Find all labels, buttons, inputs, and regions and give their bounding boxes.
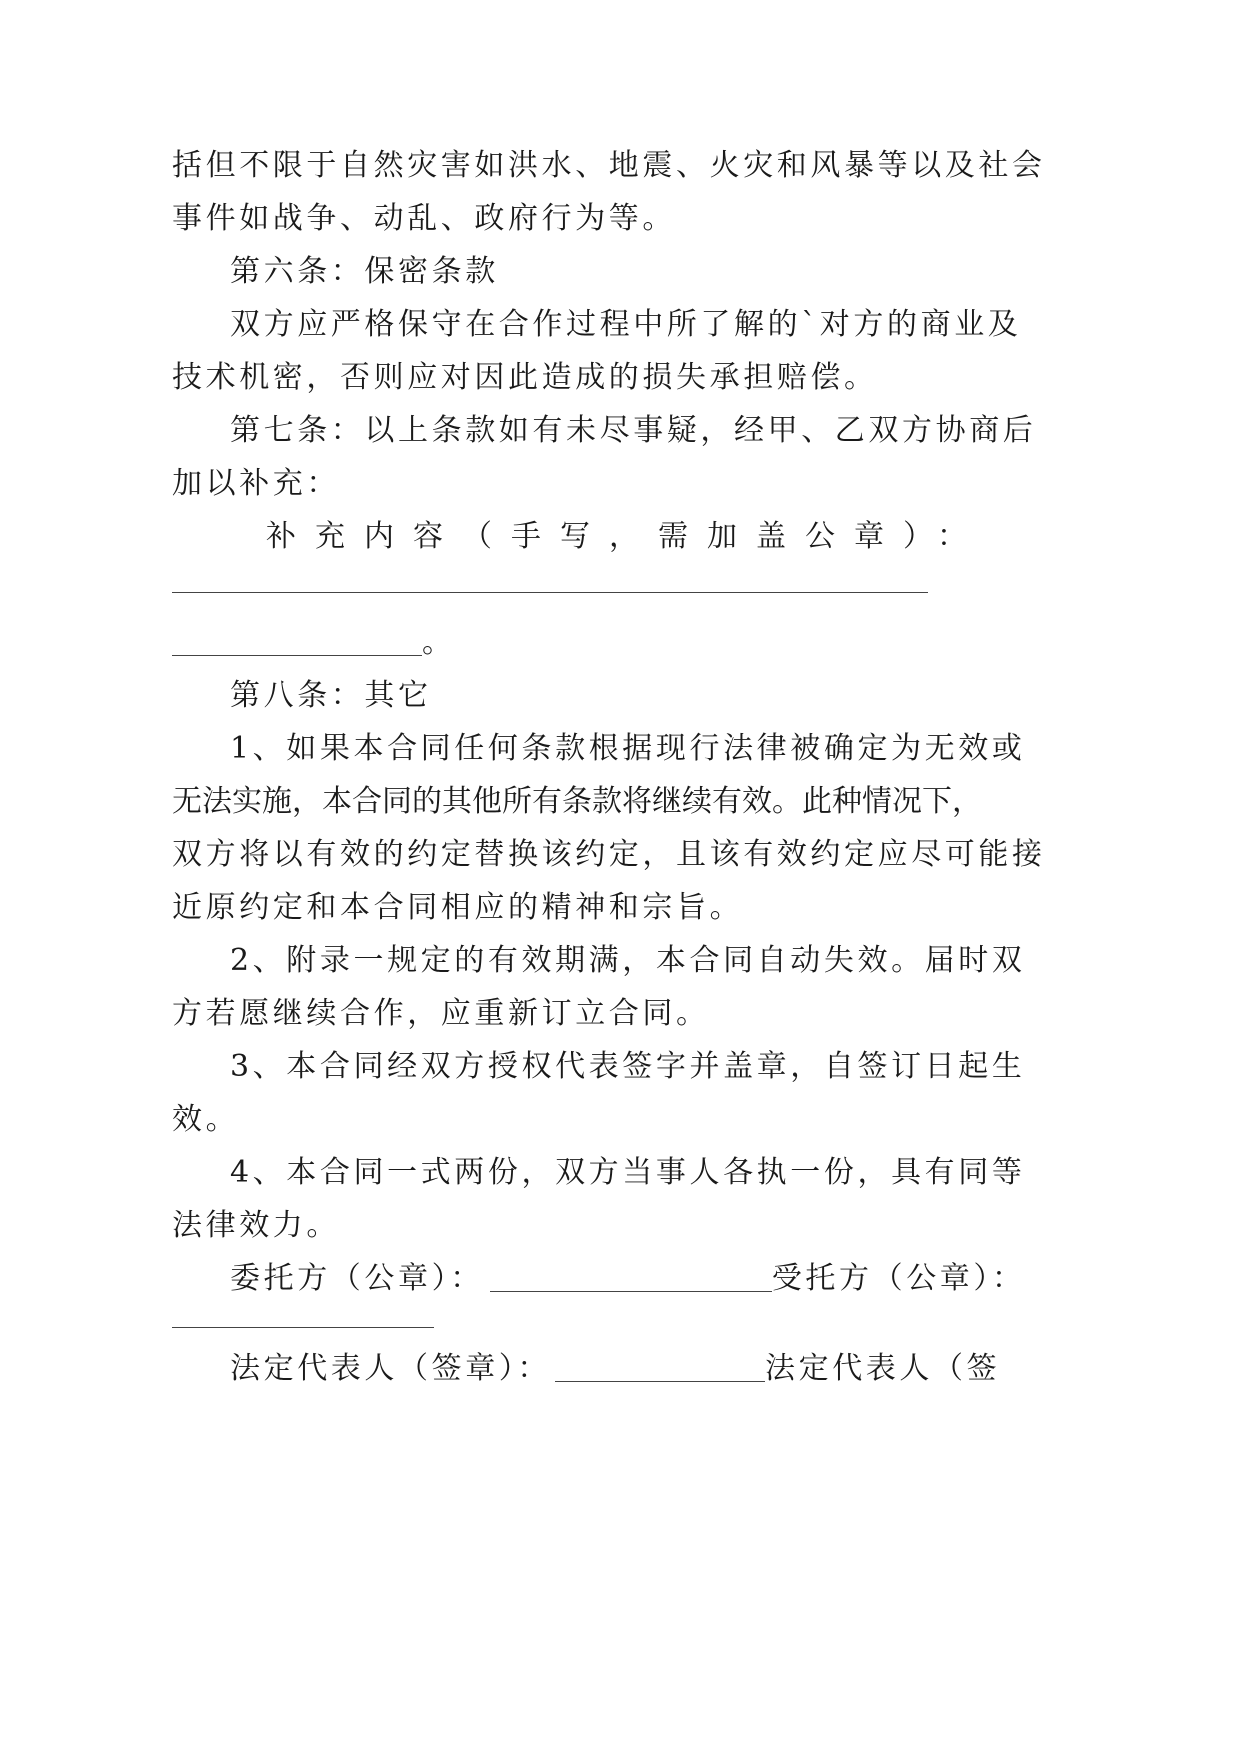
supplement-blank-line <box>172 655 422 656</box>
period: 。 <box>422 625 456 660</box>
body-text-line: 近原约定和本合同相应的精神和宗旨。 <box>172 890 744 925</box>
body-text-line: 技术机密，否则应对因此造成的损失承担赔偿。 <box>172 360 878 395</box>
body-text-line: 无法实施，本合同的其他所有条款将继续有效。此种情况下， <box>172 784 982 819</box>
client-representative-blank <box>555 1381 765 1382</box>
body-text-line: 效。 <box>172 1102 240 1137</box>
contractor-seal-blank <box>172 1327 434 1328</box>
body-text-line: 括但不限于自然灾害如洪水、地震、火灾和风暴等以及社会 <box>172 148 1046 183</box>
body-text-line: 双方应严格保守在合作过程中所了解的`对方的商业及 <box>230 307 1022 342</box>
section-heading-8: 第八条：其它 <box>230 678 432 713</box>
supplement-label: 补充内容（手写，需加盖公章）： <box>266 519 986 554</box>
contractor-seal-label: 受托方（公章）： <box>771 1261 1026 1296</box>
body-text-line: 2、附录一规定的有效期满，本合同自动失效。届时双 <box>230 943 1026 978</box>
client-seal-label: 委托方（公章）： <box>230 1261 484 1296</box>
client-representative-label: 法定代表人（签章）： <box>230 1351 551 1386</box>
representative-sign-line <box>230 1349 1000 1389</box>
supplement-blank-end <box>172 623 456 663</box>
client-seal-line <box>230 1259 1026 1299</box>
body-text-line: 方若愿继续合作，应重新订立合同。 <box>172 996 710 1031</box>
supplement-blank-line <box>172 592 928 593</box>
body-text-line: 4、本合同一式两份，双方当事人各执一份，具有同等 <box>230 1155 1026 1190</box>
section-heading-7: 第七条：以上条款如有未尽事疑，经甲、乙双方协商后 <box>230 413 1037 448</box>
body-text-line: 加以补充： <box>172 466 340 501</box>
body-text-line: 双方将以有效的约定替换该约定，且该有效约定应尽可能接 <box>172 837 1046 872</box>
client-seal-blank <box>490 1291 772 1292</box>
body-text-line: 事件如战争、动乱、政府行为等。 <box>172 201 676 236</box>
section-heading-6: 第六条：保密条款 <box>230 254 499 289</box>
body-text-line: 法律效力。 <box>172 1208 340 1243</box>
contractor-representative-label: 法定代表人（签 <box>765 1351 1001 1386</box>
body-text-line: 1、如果本合同任何条款根据现行法律被确定为无效或 <box>230 731 1026 766</box>
body-text-line: 3、本合同经双方授权代表签字并盖章，自签订日起生 <box>230 1049 1026 1084</box>
